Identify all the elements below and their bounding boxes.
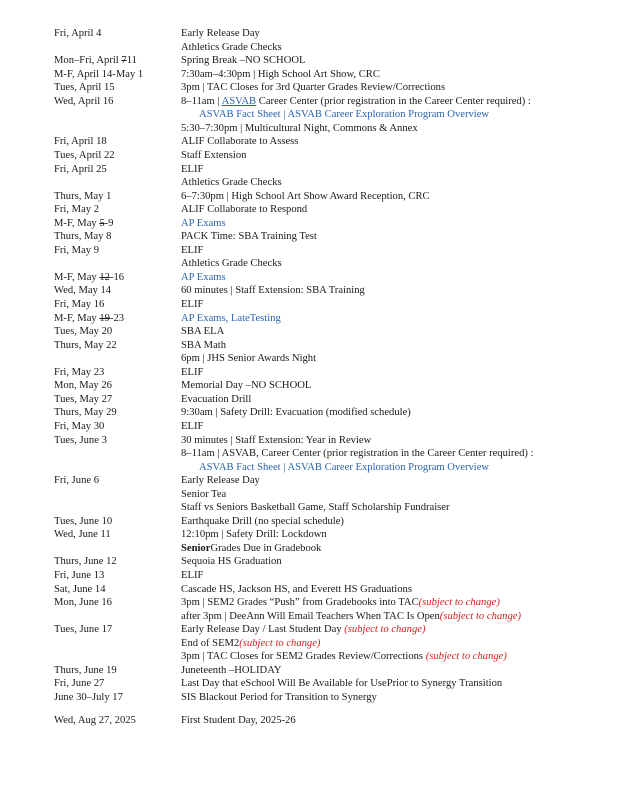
event-text: Grades Due in Gradebook bbox=[210, 542, 322, 554]
event-text: Early Release Day / Last Student Day bbox=[181, 624, 345, 636]
calendar-row bbox=[0, 434, 618, 447]
event-text: Athletics Grade Checks bbox=[181, 41, 282, 53]
calendar-row bbox=[0, 569, 618, 582]
calendar-row bbox=[0, 637, 618, 650]
event-text: ELIF bbox=[181, 244, 204, 256]
calendar-row bbox=[0, 68, 618, 81]
date-part: Mon–Fri, April bbox=[54, 55, 122, 67]
row-event bbox=[181, 714, 296, 727]
event-text: SBA ELA bbox=[181, 326, 225, 338]
calendar-row bbox=[0, 203, 618, 216]
row-date: Fri, May 23 bbox=[54, 366, 105, 378]
event-text: 3pm | TAC Closes for SEM2 Grades Review/Corrections bbox=[181, 651, 426, 663]
event-text: Juneteenth –HOLIDAY bbox=[181, 664, 282, 676]
row-date: Thurs, May 22 bbox=[54, 339, 117, 351]
row-date: Tues, June 3 bbox=[54, 434, 107, 446]
event-text: Athletics Grade Checks bbox=[181, 258, 282, 270]
event-text: after 3pm | DeeAnn Will Email Teachers When TAC Is Open bbox=[181, 610, 440, 622]
row-date: Wed, April 16 bbox=[54, 95, 114, 107]
calendar-row bbox=[0, 501, 618, 514]
row-event bbox=[181, 474, 260, 487]
row-date bbox=[54, 312, 124, 325]
calendar-row bbox=[0, 542, 618, 555]
calendar-row bbox=[0, 284, 618, 297]
calendar-row bbox=[0, 677, 618, 690]
date-struck-part: 19 bbox=[99, 312, 110, 324]
row-date: Fri, April 4 bbox=[54, 28, 102, 39]
row-event bbox=[181, 352, 316, 365]
calendar-row bbox=[0, 27, 618, 40]
row-date: Mon, June 16 bbox=[54, 597, 112, 609]
calendar-row bbox=[0, 393, 618, 406]
row-event bbox=[181, 650, 507, 663]
event-text: Sequoia HS Graduation bbox=[181, 556, 282, 568]
event-text: 5:30–7:30pm | Multicultural Night, Commons & Annex bbox=[181, 122, 418, 134]
calendar-row bbox=[0, 244, 618, 257]
event-text: 12:10pm | Safety Drill: Lockdown bbox=[181, 529, 327, 541]
row-date: Fri, May 30 bbox=[54, 420, 105, 432]
event-text: Staff vs Seniors Basketball Game, Staff Scholarship Fundraiser bbox=[181, 502, 450, 514]
calendar-row bbox=[0, 583, 618, 596]
row-event bbox=[181, 298, 203, 311]
row-event bbox=[181, 54, 305, 67]
calendar-row bbox=[0, 298, 618, 311]
event-link[interactable]: ASVAB bbox=[221, 95, 257, 107]
calendar-row bbox=[0, 54, 618, 67]
row-date: Sat, June 14 bbox=[54, 583, 106, 595]
calendar-row bbox=[0, 596, 618, 609]
row-event bbox=[181, 339, 226, 352]
event-text: 30 minutes | Staff Extension: Year in Review bbox=[181, 434, 372, 446]
row-date: Tues, April 22 bbox=[54, 149, 115, 161]
event-text: 9:30am | Safety Drill: Evacuation (modified schedule) bbox=[181, 407, 411, 419]
row-date bbox=[54, 54, 137, 67]
row-event bbox=[181, 542, 321, 555]
row-event bbox=[181, 149, 246, 162]
date-part: M-F, May bbox=[54, 217, 100, 229]
row-event bbox=[181, 244, 203, 257]
row-event bbox=[181, 95, 531, 108]
event-link[interactable]: AP Exams, LateTesting bbox=[181, 312, 281, 324]
row-date: Tues, May 27 bbox=[54, 393, 113, 405]
row-event bbox=[181, 393, 251, 406]
subject-to-change-note: (subject to change) bbox=[439, 610, 521, 622]
row-event bbox=[181, 27, 260, 40]
calendar-row bbox=[0, 325, 618, 338]
row-date: Wed, June 11 bbox=[54, 529, 111, 541]
row-date: Thurs, May 1 bbox=[54, 190, 112, 202]
row-event bbox=[181, 488, 226, 501]
row-event bbox=[181, 691, 377, 704]
row-event bbox=[181, 664, 282, 677]
row-date: Tues, April 15 bbox=[54, 82, 115, 94]
event-text: Memorial Day –NO SCHOOL bbox=[181, 380, 312, 392]
row-date: Fri, May 9 bbox=[54, 244, 100, 256]
row-date: Tues, June 10 bbox=[54, 515, 113, 527]
calendar-row bbox=[0, 149, 618, 162]
event-text: Early Release Day bbox=[181, 475, 260, 487]
row-event bbox=[181, 420, 203, 433]
event-text: Early Release Day bbox=[181, 28, 260, 39]
event-text: ELIF bbox=[181, 570, 204, 581]
date-part: M-F, May bbox=[54, 271, 100, 283]
calendar-row bbox=[0, 664, 618, 677]
event-text: Spring Break –NO SCHOOL bbox=[181, 55, 306, 67]
row-event bbox=[181, 623, 425, 636]
row-date: Thurs, May 29 bbox=[54, 407, 117, 419]
event-text: First Student Day, 2025-26 bbox=[181, 715, 296, 726]
row-date: Fri, June 13 bbox=[54, 570, 105, 581]
calendar-row bbox=[0, 650, 618, 663]
calendar-row bbox=[0, 312, 618, 325]
event-text: ALIF Collaborate to Assess bbox=[181, 136, 299, 148]
event-text: Senior Tea bbox=[181, 488, 227, 500]
row-date: Wed, Aug 27, 2025 bbox=[54, 715, 136, 726]
row-date: Fri, May 2 bbox=[54, 204, 100, 216]
row-event bbox=[181, 366, 203, 379]
row-event bbox=[181, 515, 344, 528]
event-text: ALIF Collaborate to Respond bbox=[181, 204, 308, 216]
row-date: Fri, May 16 bbox=[54, 299, 105, 310]
event-text: SIS Blackout Period for Transition to Synergy bbox=[181, 691, 377, 703]
event-text: 3pm | TAC Closes for 3rd Quarter Grades Review/Corrections bbox=[181, 82, 446, 94]
row-event bbox=[199, 461, 489, 474]
event-text: ELIF bbox=[181, 299, 204, 310]
date-part: 11 bbox=[126, 55, 137, 67]
row-event bbox=[181, 379, 311, 392]
event-text: 7:30am–4:30pm | High School Art Show, CRC bbox=[181, 68, 380, 80]
event-text: Last Day that eSchool Will Be Available for UsePrior to Synergy Transition bbox=[181, 678, 503, 690]
row-date: Fri, June 6 bbox=[54, 475, 100, 487]
row-date: Mon, May 26 bbox=[54, 380, 112, 392]
row-event bbox=[181, 325, 224, 338]
row-event bbox=[181, 610, 521, 623]
row-event bbox=[181, 406, 411, 419]
row-event bbox=[181, 41, 282, 54]
calendar-row bbox=[0, 135, 618, 148]
row-event bbox=[181, 447, 534, 460]
date-struck-part: 7 bbox=[121, 55, 127, 67]
event-text: ELIF bbox=[181, 420, 204, 432]
row-event bbox=[181, 190, 430, 203]
row-date: Fri, April 18 bbox=[54, 136, 107, 148]
row-event bbox=[181, 271, 226, 284]
date-struck-part: 12 bbox=[99, 271, 110, 283]
row-event bbox=[181, 135, 298, 148]
row-date: Fri, June 27 bbox=[54, 678, 105, 690]
calendar-row bbox=[0, 447, 618, 460]
row-date bbox=[54, 217, 113, 230]
row-event bbox=[181, 434, 371, 447]
calendar-row bbox=[0, 461, 618, 474]
calendar-row bbox=[0, 379, 618, 392]
row-event bbox=[181, 501, 450, 514]
row-event bbox=[181, 257, 282, 270]
date-part: -16 bbox=[109, 271, 125, 283]
calendar-row bbox=[0, 610, 618, 623]
calendar-row bbox=[0, 515, 618, 528]
row-date: Thurs, June 19 bbox=[54, 664, 117, 676]
event-text: End of SEM2 bbox=[181, 637, 240, 649]
row-event bbox=[181, 677, 502, 690]
event-text: Athletics Grade Checks bbox=[181, 177, 282, 189]
calendar-row bbox=[0, 555, 618, 568]
row-event bbox=[181, 81, 445, 94]
row-date: Fri, April 25 bbox=[54, 163, 107, 175]
row-event bbox=[181, 284, 365, 297]
row-date: M-F, April 14-May 1 bbox=[54, 68, 144, 80]
subject-to-change-note: (subject to change) bbox=[344, 624, 426, 636]
calendar-row bbox=[0, 474, 618, 487]
calendar-row bbox=[0, 163, 618, 176]
row-event bbox=[181, 312, 281, 325]
row-event bbox=[199, 108, 489, 121]
event-text: 6–7:30pm | High School Art Show Award Reception, CRC bbox=[181, 190, 430, 202]
calendar-row bbox=[0, 81, 618, 94]
row-event bbox=[181, 528, 327, 541]
event-text: Earthquake Drill (no special schedule) bbox=[181, 515, 344, 527]
row-event bbox=[181, 217, 226, 230]
row-date bbox=[54, 271, 124, 284]
calendar-row bbox=[0, 271, 618, 284]
row-event bbox=[181, 555, 282, 568]
row-event bbox=[181, 637, 320, 650]
date-part: M-F, May bbox=[54, 312, 100, 324]
calendar-row bbox=[0, 714, 618, 727]
row-event bbox=[181, 569, 203, 582]
calendar-row bbox=[0, 366, 618, 379]
event-text: 6pm | JHS Senior Awards Night bbox=[181, 353, 317, 365]
subject-to-change-note: (subject to change) bbox=[239, 637, 321, 649]
row-event bbox=[181, 176, 282, 189]
calendar-row bbox=[0, 217, 618, 230]
calendar-row bbox=[0, 488, 618, 501]
calendar-row bbox=[0, 95, 618, 108]
calendar-row bbox=[0, 122, 618, 135]
event-link[interactable]: ASVAB Fact Sheet | ASVAB Career Exploration Program Overview bbox=[199, 109, 490, 121]
event-text: PACK Time: SBA Training Test bbox=[181, 231, 317, 243]
event-text: SBA Math bbox=[181, 339, 227, 351]
row-date: June 30–July 17 bbox=[54, 691, 123, 703]
event-text: Cascade HS, Jackson HS, and Everett HS Graduations bbox=[181, 583, 412, 595]
row-event bbox=[181, 163, 203, 176]
calendar-row bbox=[0, 230, 618, 243]
event-text: 8–11am | ASVAB, Career Center (prior registration in the Career Center required) : bbox=[181, 448, 534, 460]
calendar-row bbox=[0, 691, 618, 704]
subject-to-change-note: (subject to change) bbox=[425, 651, 507, 663]
calendar-row bbox=[0, 339, 618, 352]
calendar-row bbox=[0, 176, 618, 189]
row-date: Tues, May 20 bbox=[54, 326, 113, 338]
calendar-row bbox=[0, 528, 618, 541]
event-text: 8–11am | bbox=[181, 95, 222, 107]
event-text: 3pm | SEM2 Grades “Push” from Gradebooks into TAC bbox=[181, 597, 419, 609]
calendar-row bbox=[0, 623, 618, 636]
event-bold-text: Senior bbox=[181, 542, 211, 554]
row-event bbox=[181, 583, 412, 596]
row-event bbox=[181, 596, 500, 609]
date-part: -9 bbox=[104, 217, 114, 229]
calendar-row bbox=[0, 257, 618, 270]
calendar-row bbox=[0, 108, 618, 121]
row-date: Thurs, May 8 bbox=[54, 231, 112, 243]
event-text: Evacuation Drill bbox=[181, 393, 252, 405]
row-event bbox=[181, 203, 307, 216]
row-event bbox=[181, 230, 317, 243]
event-text: Career Center (prior registration in the Career Center required) : bbox=[256, 95, 531, 107]
date-struck-part: 5 bbox=[99, 217, 105, 229]
event-link[interactable]: ASVAB Fact Sheet | ASVAB Career Exploration Program Overview bbox=[199, 461, 490, 473]
subject-to-change-note: (subject to change) bbox=[418, 597, 500, 609]
event-text: ELIF bbox=[181, 366, 204, 378]
event-text: Staff Extension bbox=[181, 149, 247, 161]
event-link[interactable]: AP Exams bbox=[181, 271, 226, 283]
row-event bbox=[181, 122, 418, 135]
calendar-row bbox=[0, 190, 618, 203]
calendar-row bbox=[0, 352, 618, 365]
row-date: Tues, June 17 bbox=[54, 624, 113, 636]
row-event bbox=[181, 68, 380, 81]
calendar-row bbox=[0, 406, 618, 419]
row-date: Thurs, June 12 bbox=[54, 556, 117, 568]
date-part: -23 bbox=[109, 312, 125, 324]
event-link[interactable]: AP Exams bbox=[181, 217, 226, 229]
calendar-row bbox=[0, 420, 618, 433]
row-date: Wed, May 14 bbox=[54, 285, 112, 297]
event-text: ELIF bbox=[181, 163, 204, 175]
calendar-row bbox=[0, 41, 618, 54]
event-text: 60 minutes | Staff Extension: SBA Training bbox=[181, 285, 365, 297]
